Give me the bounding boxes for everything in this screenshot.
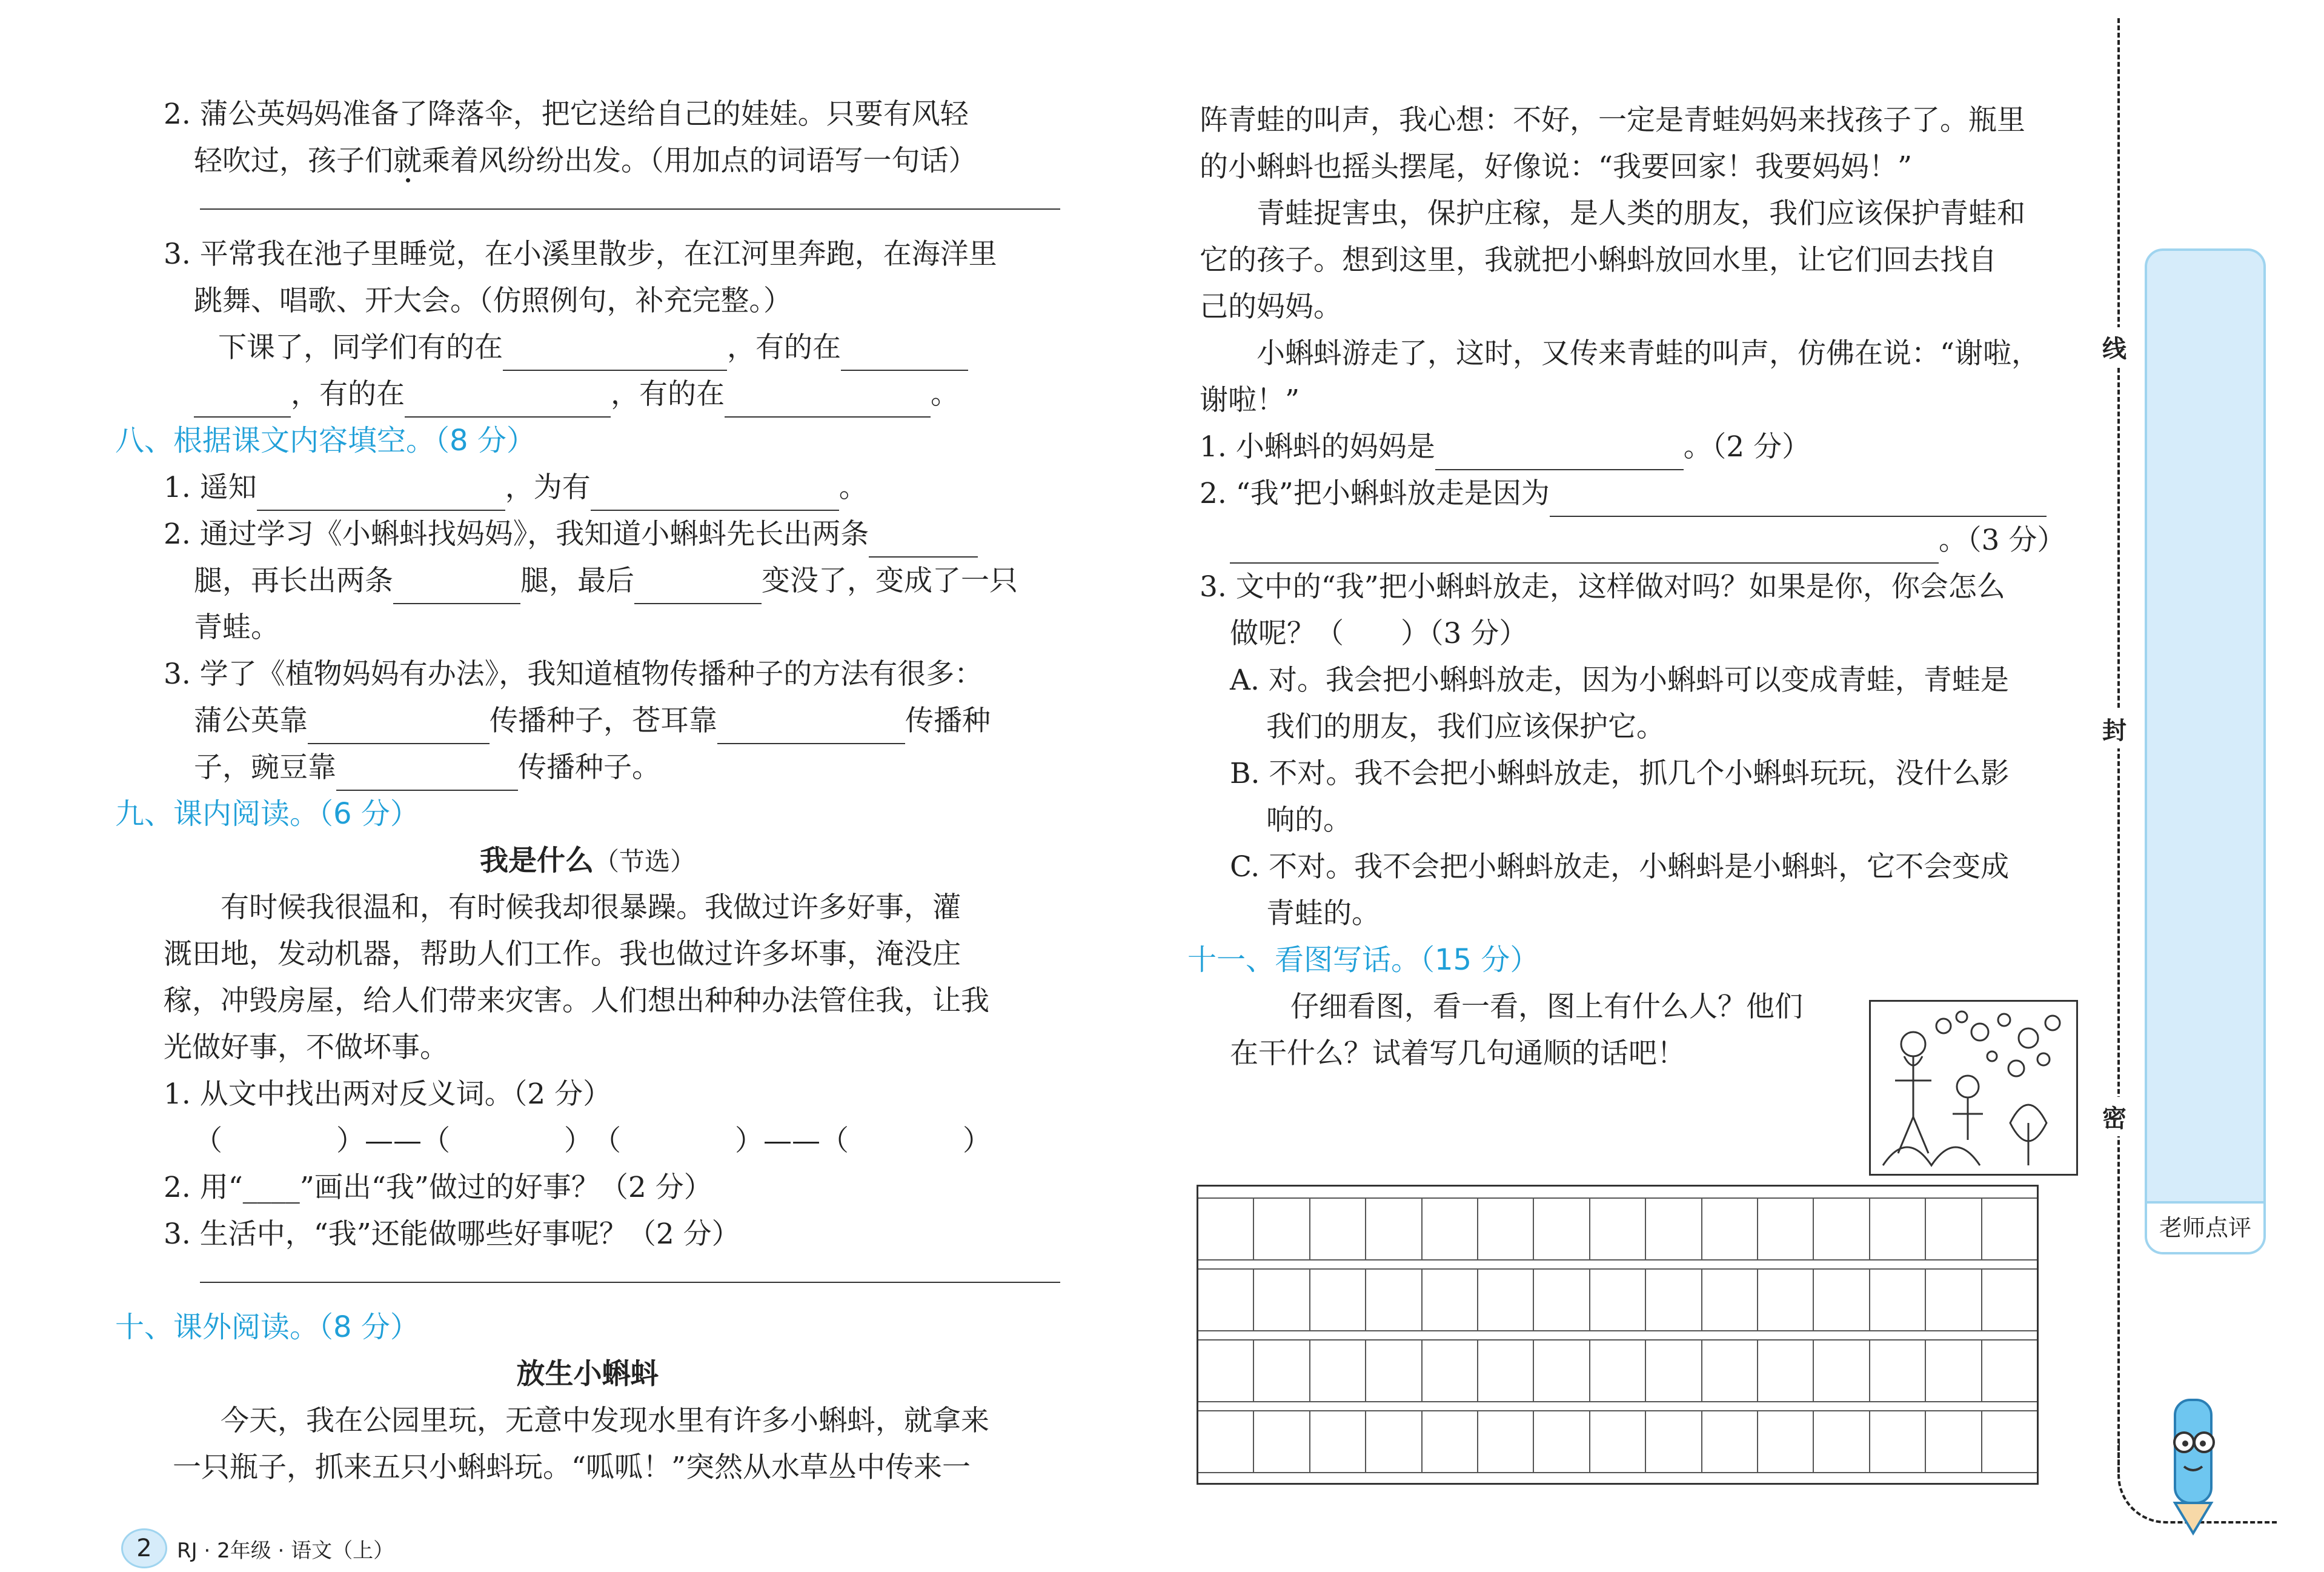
left-column <box>115 91 1060 1491</box>
reading-10-p7: 己的妈妈。 <box>1200 290 1342 324</box>
option-a-line2: 我们的朋友，我们应该保护它。 <box>1266 710 1665 744</box>
s8-q2-line2: 腿，再长出两条 腿，最后 变没了，变成了一只 <box>115 558 1060 604</box>
grid-row[interactable] <box>1198 1339 2037 1402</box>
reading-10-p4: 的小蝌蚪也摇头摆尾，好像说：“我要回家！我要妈妈！” <box>1200 150 1913 184</box>
section-9-heading: 九、课内阅读。（6 分） <box>115 797 419 831</box>
answer-line-s9q3[interactable] <box>115 1257 1060 1304</box>
reading-9-title: 我是什么（节选） <box>479 844 696 878</box>
option-c-line1[interactable]: C. 不对。我不会把小蝌蚪放走，小蝌蚪是小蝌蚪，它不会变成 <box>1230 850 2010 884</box>
s8-q1: 1. 遥知 ，为有 。 <box>115 464 1060 511</box>
s8-q3-line3: 子，豌豆靠 传播种子。 <box>115 744 1060 791</box>
s8-q2-line1: 2. 通过学习《小蝌蚪找妈妈》，我知道小蝌蚪先长出两条 <box>115 511 1060 558</box>
page-number: 2 <box>121 1528 167 1568</box>
reading-10-p6: 它的孩子。想到这里，我就把小蝌蚪放回水里，让它们回去找自 <box>1200 244 1997 277</box>
s9-q3: 3. 生活中，“我”还能做哪些好事呢？（2 分） <box>164 1217 740 1251</box>
q2-line2: 轻吹过，孩子们就乘着风纷纷出发。（用加点的词语写一句话） <box>194 144 977 178</box>
s10-q1: 1. 小蝌蚪的妈妈是 。（2 分） <box>1200 424 2084 470</box>
blank[interactable] <box>634 570 762 604</box>
blank[interactable] <box>194 384 291 418</box>
blank[interactable] <box>591 477 839 511</box>
blank[interactable] <box>1550 483 2047 517</box>
blank[interactable] <box>308 710 490 744</box>
s10-q2-line1: 2. “我”把小蝌蚪放走是因为 <box>1200 470 2084 517</box>
dotted-char: 就 <box>393 144 422 178</box>
blank[interactable] <box>717 710 905 744</box>
right-column <box>1187 97 2084 1077</box>
blank[interactable] <box>1230 530 1939 564</box>
section-11-heading: 十一、看图写话。（15 分） <box>1187 943 1539 977</box>
reading-9-p3: 稼，冲毁房屋，给人们带来灾害。人们想出种种办法管住我，让我 <box>164 984 989 1017</box>
side-char-feng: 封 <box>2102 709 2126 748</box>
q3-line2: 跳舞、唱歌、开大会。（仿照例句，补充完整。） <box>194 284 792 318</box>
q2-line1: 2. 蒲公英妈妈准备了降落伞，把它送给自己的娃娃。只要有风轻 <box>164 98 969 131</box>
section-8-heading: 八、根据课文内容填空。（8 分） <box>115 424 536 458</box>
q3-line3: 下课了，同学们有的在 ，有的在 <box>115 324 1060 371</box>
grid-row[interactable] <box>1198 1268 2037 1331</box>
reading-10-title: 放生小蝌蚪 <box>516 1357 659 1391</box>
blank[interactable] <box>393 570 520 604</box>
s8-q3-line2: 蒲公英靠 传播种子，苍耳靠 传播种 <box>115 698 1060 744</box>
grid-row[interactable] <box>1198 1410 2037 1473</box>
reading-10-p2: 一只瓶子，抓来五只小蝌蚪玩。“呱呱！”突然从水草丛中传来一 <box>173 1451 971 1484</box>
reading-10-p3: 阵青蛙的叫声，我心想：不好，一定是青蛙妈妈来找孩子了。瓶里 <box>1200 104 2025 137</box>
grid-row[interactable] <box>1198 1197 2037 1261</box>
s10-q3-line2: 做呢？（ ）（3 分） <box>1230 617 1528 650</box>
option-c-line2: 青蛙的。 <box>1266 897 1380 930</box>
illustration-children-blowing-bubbles <box>1869 1000 2078 1176</box>
illustration-drawing <box>1871 1002 2076 1174</box>
s8-q3-line1: 3. 学了《植物妈妈有办法》，我知道植物传播种子的方法有很多： <box>164 658 983 691</box>
reading-10-p5: 青蛙捉害虫，保护庄稼，是人类的朋友，我们应该保护青蛙和 <box>1257 197 2025 230</box>
teacher-comment-panel[interactable] <box>2145 248 2266 1254</box>
reading-9-p4: 光做好事，不做坏事。 <box>164 1031 448 1064</box>
prompt-line2: 在干什么？试着写几句通顺的话吧！ <box>1230 1037 1685 1070</box>
s9-q1-pairs[interactable]: （ ）——（ ） （ ）——（ ） <box>194 1124 991 1157</box>
blank[interactable] <box>503 337 727 371</box>
blank[interactable] <box>336 757 518 791</box>
pencil-mascot-icon <box>2151 1394 2236 1539</box>
blank[interactable] <box>725 384 931 418</box>
writing-grid[interactable] <box>1197 1185 2039 1485</box>
option-b-line1[interactable]: B. 不对。我不会把小蝌蚪放走，抓几个小蝌蚪玩玩，没什么影 <box>1230 757 2010 790</box>
blank[interactable] <box>405 384 611 418</box>
reading-10-p9: 谢啦！” <box>1200 384 1300 417</box>
blank[interactable] <box>1435 436 1684 470</box>
s9-q2: 2. 用“____”画出“我”做过的好事？（2 分） <box>164 1171 712 1204</box>
reading-9-p2: 溉田地，发动机器，帮助人们工作。我也做过许多坏事，淹没庄 <box>164 938 961 971</box>
reading-10-p8: 小蝌蚪游走了，这时，又传来青蛙的叫声，仿佛在说：“谢啦， <box>1257 337 2040 370</box>
s10-q3-line1: 3. 文中的“我”把小蝌蚪放走，这样做对吗？如果是你，你会怎么 <box>1200 570 2005 604</box>
side-char-mi: 密 <box>2102 1097 2126 1136</box>
blank[interactable] <box>257 477 505 511</box>
blank[interactable] <box>869 524 978 558</box>
teacher-comment-label: 老师点评 <box>2147 1201 2263 1252</box>
s9-q1: 1. 从文中找出两对反义词。（2 分） <box>164 1077 612 1111</box>
reading-10-p1: 今天，我在公园里玩，无意中发现水里有许多小蝌蚪，就拿来 <box>221 1404 989 1437</box>
q3-line1: 3. 平常我在池子里睡觉，在小溪里散步，在江河里奔跑，在海洋里 <box>164 238 997 271</box>
s10-q2-line2: 。（3 分） <box>1200 517 2084 564</box>
side-char-xian: 线 <box>2102 327 2126 367</box>
option-a-line1[interactable]: A. 对。我会把小蝌蚪放走，因为小蝌蚪可以变成青蛙，青蛙是 <box>1230 664 2009 697</box>
footer-info: RJ · 2年级 · 语文（上） <box>177 1538 394 1563</box>
q3-line4: ，有的在 ，有的在 。 <box>115 371 1060 418</box>
option-b-line2: 响的。 <box>1266 804 1352 837</box>
prompt-line1: 仔细看图，看一看，图上有什么人？他们 <box>1290 990 1803 1024</box>
blank[interactable] <box>841 337 968 371</box>
page-footer <box>121 1527 394 1570</box>
section-10-heading: 十、课外阅读。（8 分） <box>115 1310 419 1344</box>
reading-9-p1: 有时候我很温和，有时候我却很暴躁。我做过许多好事，灌 <box>221 891 961 924</box>
answer-line-q2[interactable] <box>115 184 1060 231</box>
s8-q2-line3: 青蛙。 <box>194 611 279 644</box>
